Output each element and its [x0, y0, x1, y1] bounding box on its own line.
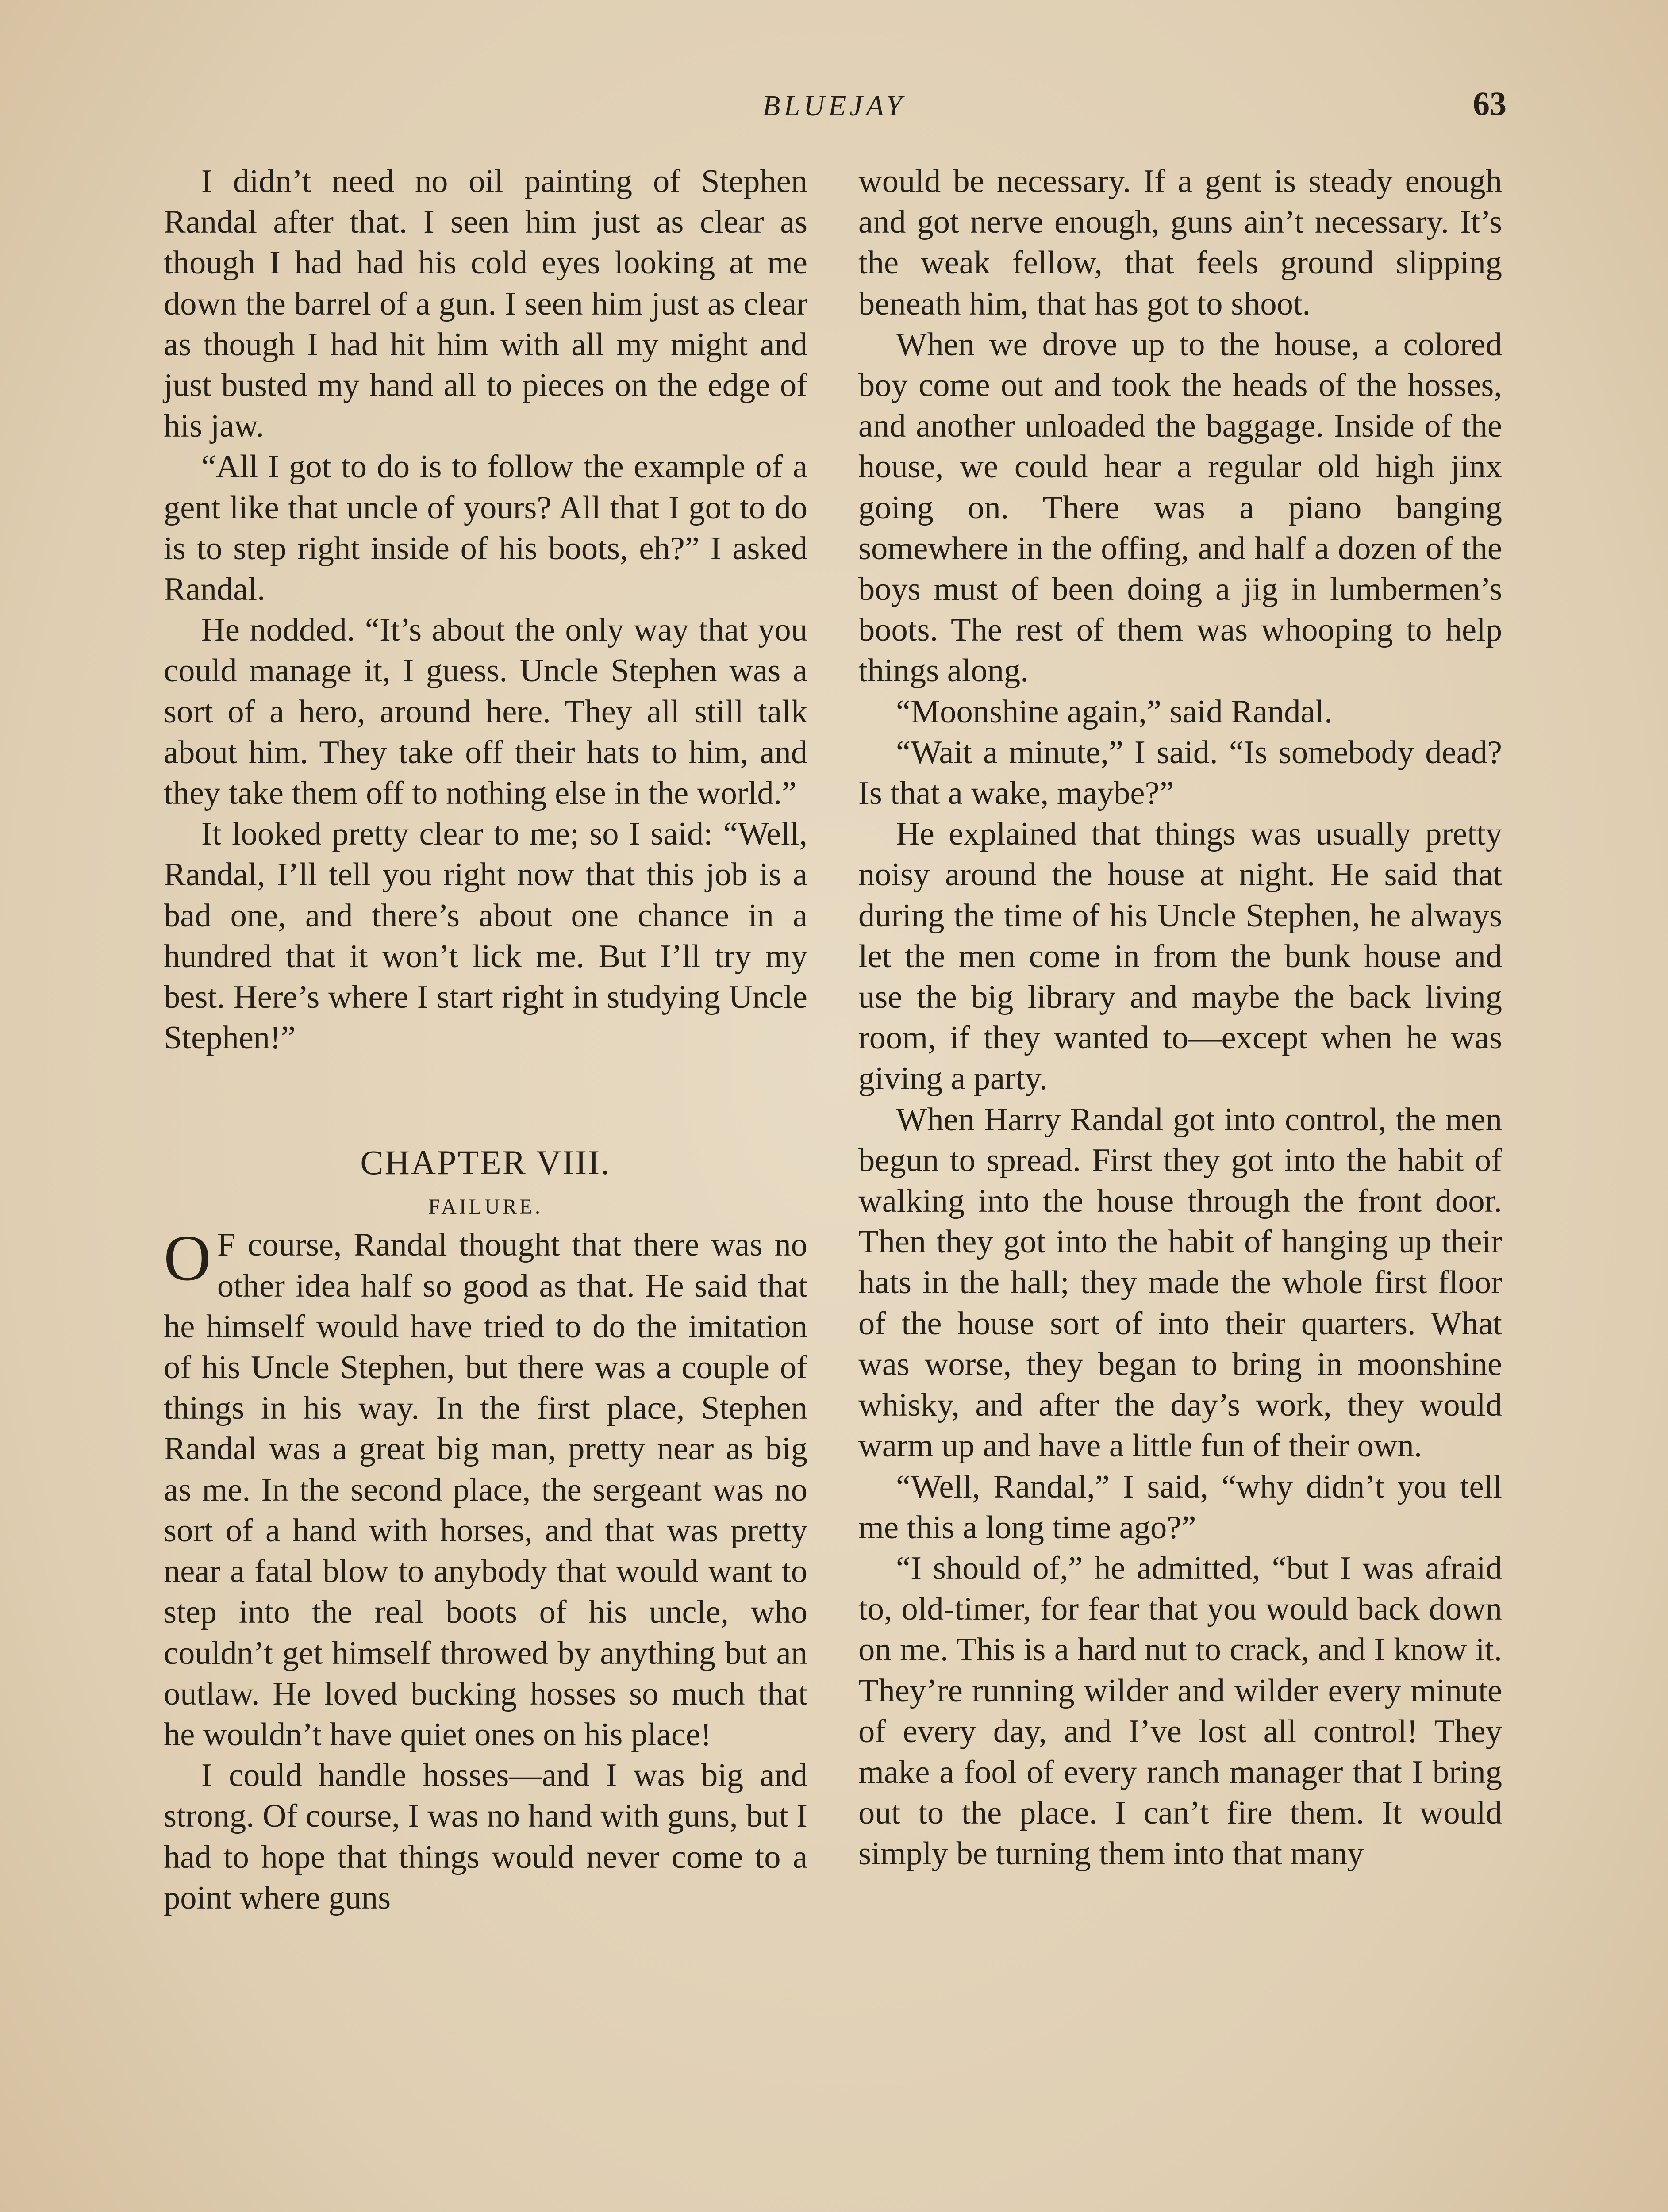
page-number: 63 [1473, 85, 1507, 123]
chapter-subtitle: FAILURE. [428, 1195, 543, 1219]
opening-text: F course, Randal thought that there was no other idea half so good as that. He said that he himself would have tried to do the imitation of his Uncle Stephen, but there was a couple of things in his way. In the first place, Stephen Randal was a great big man, pretty near as big as me. In the second place, the sergeant was no sort of a hand with horses, and that was pretty near a fatal blow to anybody that would want to step into the real boots of his uncle, who couldn’t get himself throwed by anything but an outlaw. He loved bucking hosses so much that he wouldn’t have quiet ones on his place! [164, 1227, 807, 1753]
drop-cap: O [164, 1222, 211, 1295]
page-header [164, 84, 1507, 133]
paragraph: It looked pretty clear to me; so I said: “Well, Randal, I’ll tell you right now that this job is a bad one, and there’s about one chance in a hundred that it won’t lick me. But I’ll try my best. Here’s where I start right in studying Uncle Stephen!” [164, 816, 807, 1056]
right-column [858, 161, 1502, 1874]
paragraph: When Harry Randal got into control, the men begun to spread. First they got into the habit of walking into the house through the front door. Then they got into the habit of hanging up their hats in the hall; they made the whole first floor of the house sort of into their quarters. What was worse, they began to bring in moonshine whisky, and after the day’s work, they would warm up and have a little fun of their own. [858, 1101, 1502, 1464]
paragraph: “I should of,” he admitted, “but I was afraid to, old-timer, for fear that you would back down on me. This is a hard nut to crack, and I know it. They’re running wilder and wilder every minute of every day, and I’ve lost all control! They make a fool of every ranch manager that I bring out to the place. I can’t fire them. It would simply be turning them into that many [858, 1550, 1502, 1872]
paragraph: When we drove up to the house, a colored boy come out and took the heads of the hosses, and another unloaded the baggage. Inside of the house, we could hear a regular old high jinx going on. There was a piano banging somewhere in the offing, and half a dozen of the boys must of been doing a jig in lumbermen’s boots. The rest of them was whooping to help things along. [858, 326, 1502, 689]
paragraph: I could handle hosses—and I was big and strong. Of course, I was no hand with guns, but I had to hope that things would never come to a point where guns [164, 1757, 807, 1916]
chapter-heading: CHAPTER VIII. [360, 1143, 611, 1182]
paragraph-continuation: would be necessary. If a gent is steady enough and got nerve enough, guns ain’t necessary. It’s the weak fellow, that feels ground slipping beneath him, that has got to shoot. [858, 163, 1502, 322]
paragraph: “All I got to do is to follow the example of a gent like that uncle of yours? All that I got to do is to step right inside of his boots, eh?” I asked Randal. [164, 449, 807, 608]
chapter-opening-paragraph [164, 1222, 807, 1755]
running-title: BLUEJAY [762, 90, 906, 122]
left-column [164, 161, 807, 1918]
paragraph: I didn’t need no oil painting of Stephen Randal after that. I seen him just as clear as though I had had his cold eyes looking at me down the barrel of a gun. I seen him just as clear as though I had hit him with all my might and just busted my hand all to pieces on the edge of his jaw. [164, 163, 807, 445]
paragraph: “Well, Randal,” I said, “why didn’t you tell me this a long time ago?” [858, 1468, 1502, 1546]
paragraph: “Wait a minute,” I said. “Is somebody dead? Is that a wake, maybe?” [858, 734, 1502, 812]
paragraph: “Moonshine again,” said Randal. [896, 693, 1333, 730]
paragraph: He explained that things was usually pretty noisy around the house at night. He said that during the time of his Uncle Stephen, he always let the men come in from the bunk house and use the big library and maybe the back living room, if they wanted to—except when he was giving a party. [858, 816, 1502, 1097]
paragraph: He nodded. “It’s about the only way that you could manage it, I guess. Uncle Stephen was a sort of a hero, around here. They all still talk about him. They take off their hats to him, and they take them off to nothing else in the world.” [164, 612, 807, 812]
